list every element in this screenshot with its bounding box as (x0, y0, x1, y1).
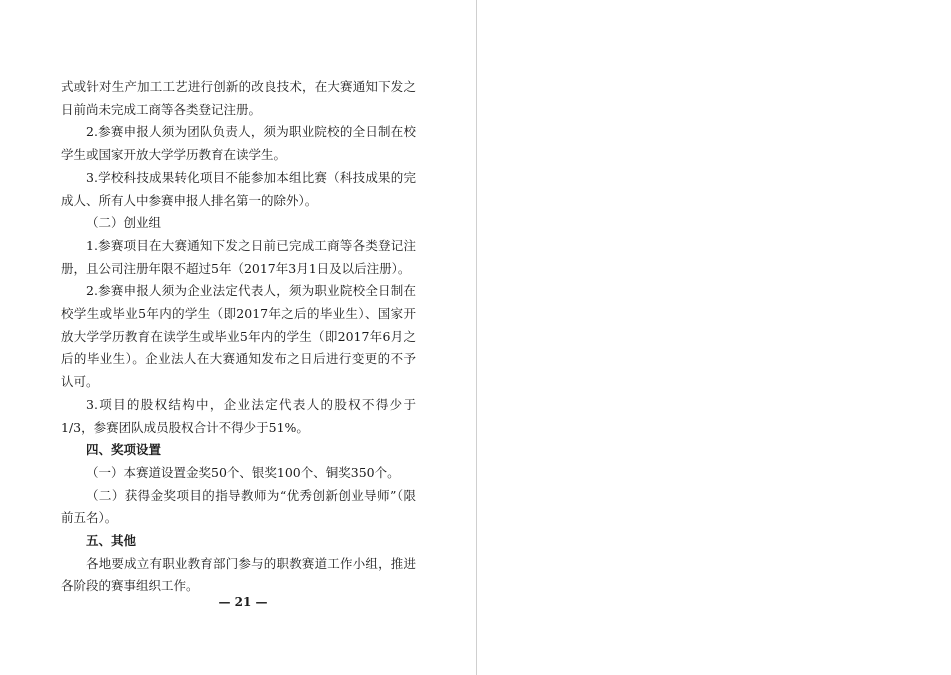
paragraph: 1.参赛项目在大赛通知下发之日前已完成工商等各类登记注册，且公司注册年限不超过5年（2017年3月1日及以后注册）。 (61, 237, 416, 276)
paragraph: 2.参赛申报人须为企业法定代表人，须为职业院校全日制在校学生或毕业5年内的学生（即2017年之后的毕业生）、国家开放大学学历教育在读学生或毕业5年内的学生（即2017年6月之后的毕业生）。企业法人在大赛通知发布之日后进行变更的不予认可。 (61, 283, 416, 390)
paragraph: 式或针对生产加工工艺进行创新的改良技术，在大赛通知下发之日前尚未完成工商等各类登记注册。 (61, 79, 416, 117)
section-heading-awards: 四、奖项设置 (86, 442, 162, 458)
paragraph: （一）本赛道设置金奖50个、银奖100个、铜奖350个。 (86, 464, 400, 480)
right-page (477, 0, 951, 675)
paragraph: 3.项目的股权结构中，企业法定代表人的股权不得少于1/3，参赛团队成员股权合计不得少于51%。 (61, 396, 416, 435)
paragraph: 各地要成立有职业教育部门参与的职教赛道工作小组，推进各阶段的赛事组织工作。 (61, 555, 416, 594)
subsection-heading: （二）创业组 (86, 215, 162, 231)
paragraph: 3.学校科技成果转化项目不能参加本组比赛（科技成果的完成人、所有人中参赛申报人排名第一的除外）。 (61, 169, 416, 208)
page-number: — 21 — (218, 595, 268, 609)
section-heading-other: 五、其他 (86, 533, 137, 549)
left-page-body (61, 76, 416, 598)
paragraph: 2.参赛申报人须为团队负责人，须为职业院校的全日制在校学生或国家开放大学学历教育在读学生。 (61, 124, 416, 163)
paragraph: （二）获得金奖项目的指导教师为“优秀创新创业导师”（限前五名）。 (61, 487, 416, 526)
